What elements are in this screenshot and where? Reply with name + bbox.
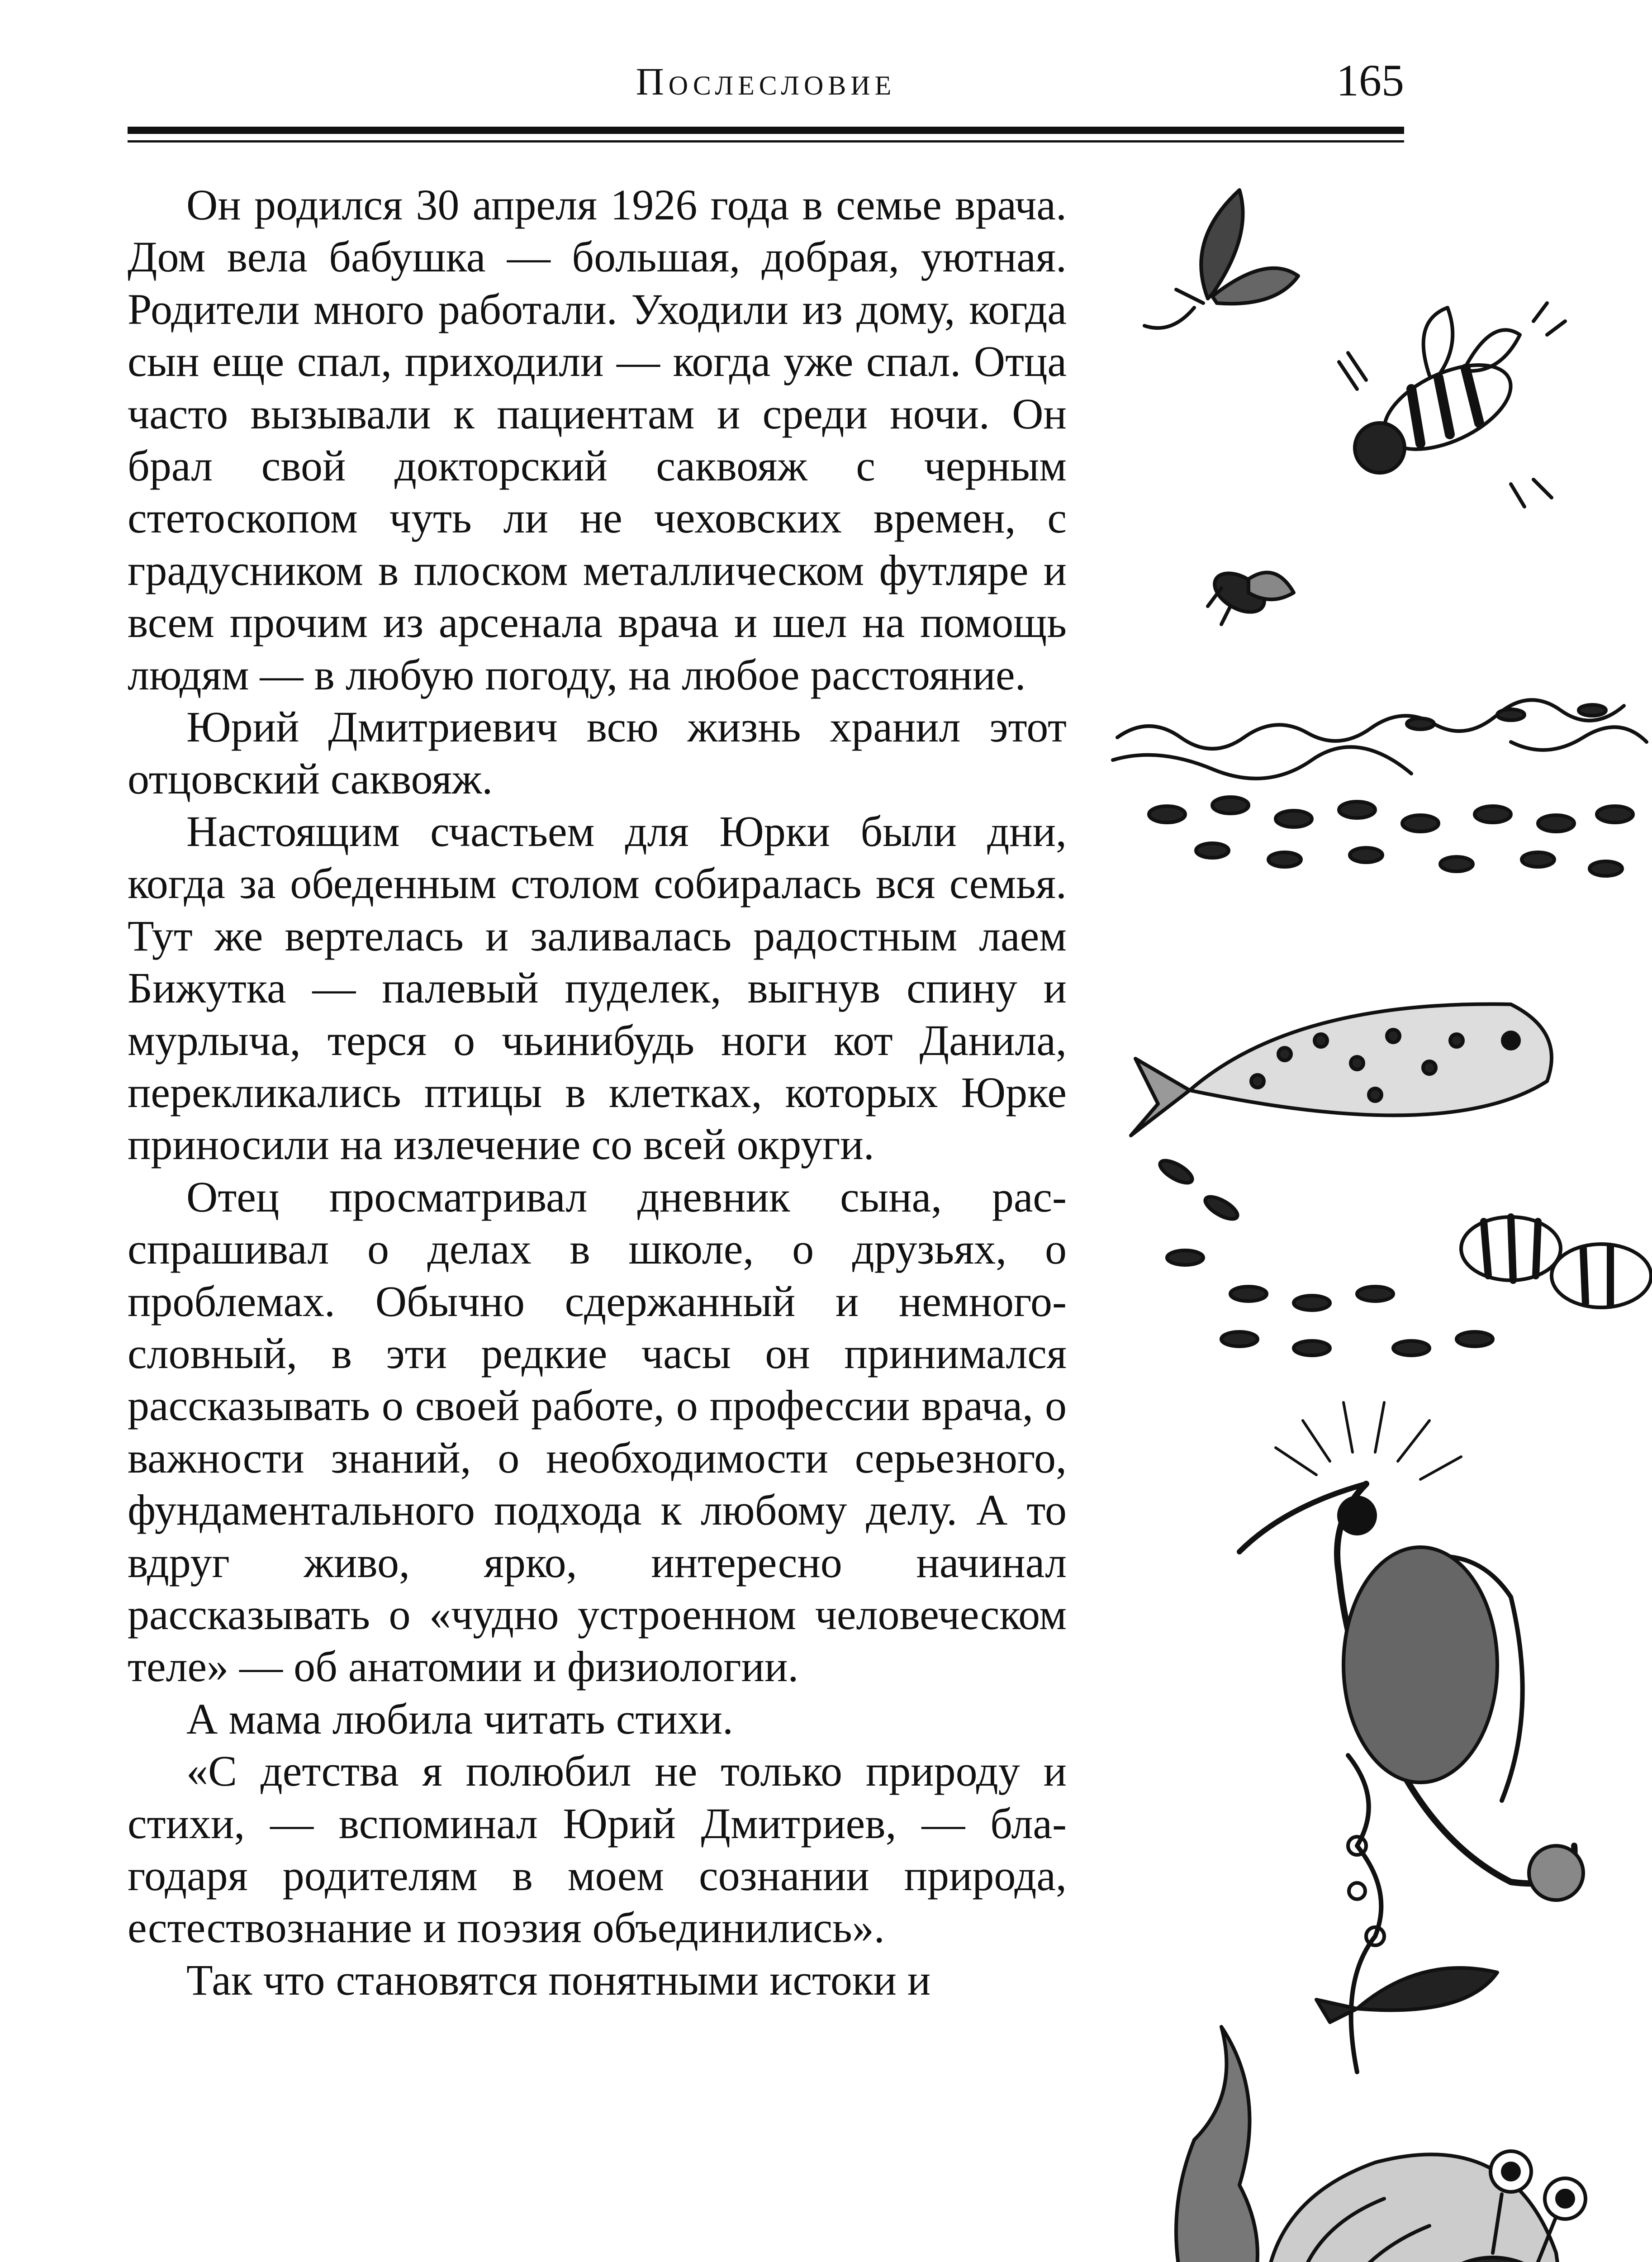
paragraph: Настоящим счастьем для Юрки были дни, когда за обеденным столом собиралась вся семья. Тут же вертелась и заливалась радостным лаем Бижутка — палевый пуделек, выгнув спину и мурлыча, терся о чьинибудь ноги кот Данила, перекликались птицы в клетках, которых Юрке приносили на излечение со всей округи. — [128, 807, 1067, 1169]
header-rule-thick — [128, 127, 1404, 134]
paragraph: Юрий Дмитриевич всю жизнь хранил этот отцовский саквояж. — [128, 703, 1067, 803]
fish-icon — [1131, 1004, 1552, 1136]
butterfly-icon — [1144, 190, 1298, 328]
seahorse-icon — [1239, 1402, 1583, 1900]
bee-icon — [1339, 303, 1565, 507]
fly-icon — [1208, 566, 1294, 624]
fish-icon — [1316, 1968, 1497, 2022]
paragraph: «С детства я полюбил не только природу и стихи, — вспоминал Юрий Дмитриев, — благодаря родителям в моем сознании природа, естествознание и поэзия объединились». — [128, 1747, 1067, 1952]
page-number: 165 — [1336, 55, 1404, 105]
paragraph: Он родился 30 апреля 1926 года в семье врача. Дом вела бабушка — большая, добрая, уютная. Родители много работали. Уходили из дому, когда сын еще спал, приходили — когда уже спал. Отца часто вызывали к пациентам и среди ночи. Он брал свой докторский саквояж с черным стетоскопом чуть ли не чеховских времен, с градусником в плоском металлическом футляре и всем прочим из арсенала врача и шел на помощь людям — в любую погоду, на любое расстояние. — [128, 181, 1067, 699]
paragraph: Отец просматривал дневник сына, расспрашивал о делах в школе, о друзьях, о проблемах. Обычно сдержанный и немногословный, в эти редкие часы он принимался рассказывать о своей работе, о профессии врача, о важности знаний, о необходимости серьезного, фундаментального подхода к любому делу. А то вдруг живо, ярко, интересно начинал рассказывать о «чудно устроенном человеческом теле» — об анатомии и физиологии. — [128, 1172, 1067, 1691]
paragraph: Так что становятся понятными истоки и — [186, 1955, 931, 2004]
body-text — [128, 179, 1067, 2006]
page-header — [128, 54, 1404, 118]
striped-fish-icon — [1157, 1156, 1651, 1355]
header-rule-thin — [128, 140, 1404, 143]
margin-illustrations — [1104, 172, 1652, 2262]
fish-school-icon — [1113, 700, 1647, 876]
running-title: Послесловие — [636, 60, 896, 103]
paragraph: А мама любила читать стихи. — [186, 1694, 734, 1743]
